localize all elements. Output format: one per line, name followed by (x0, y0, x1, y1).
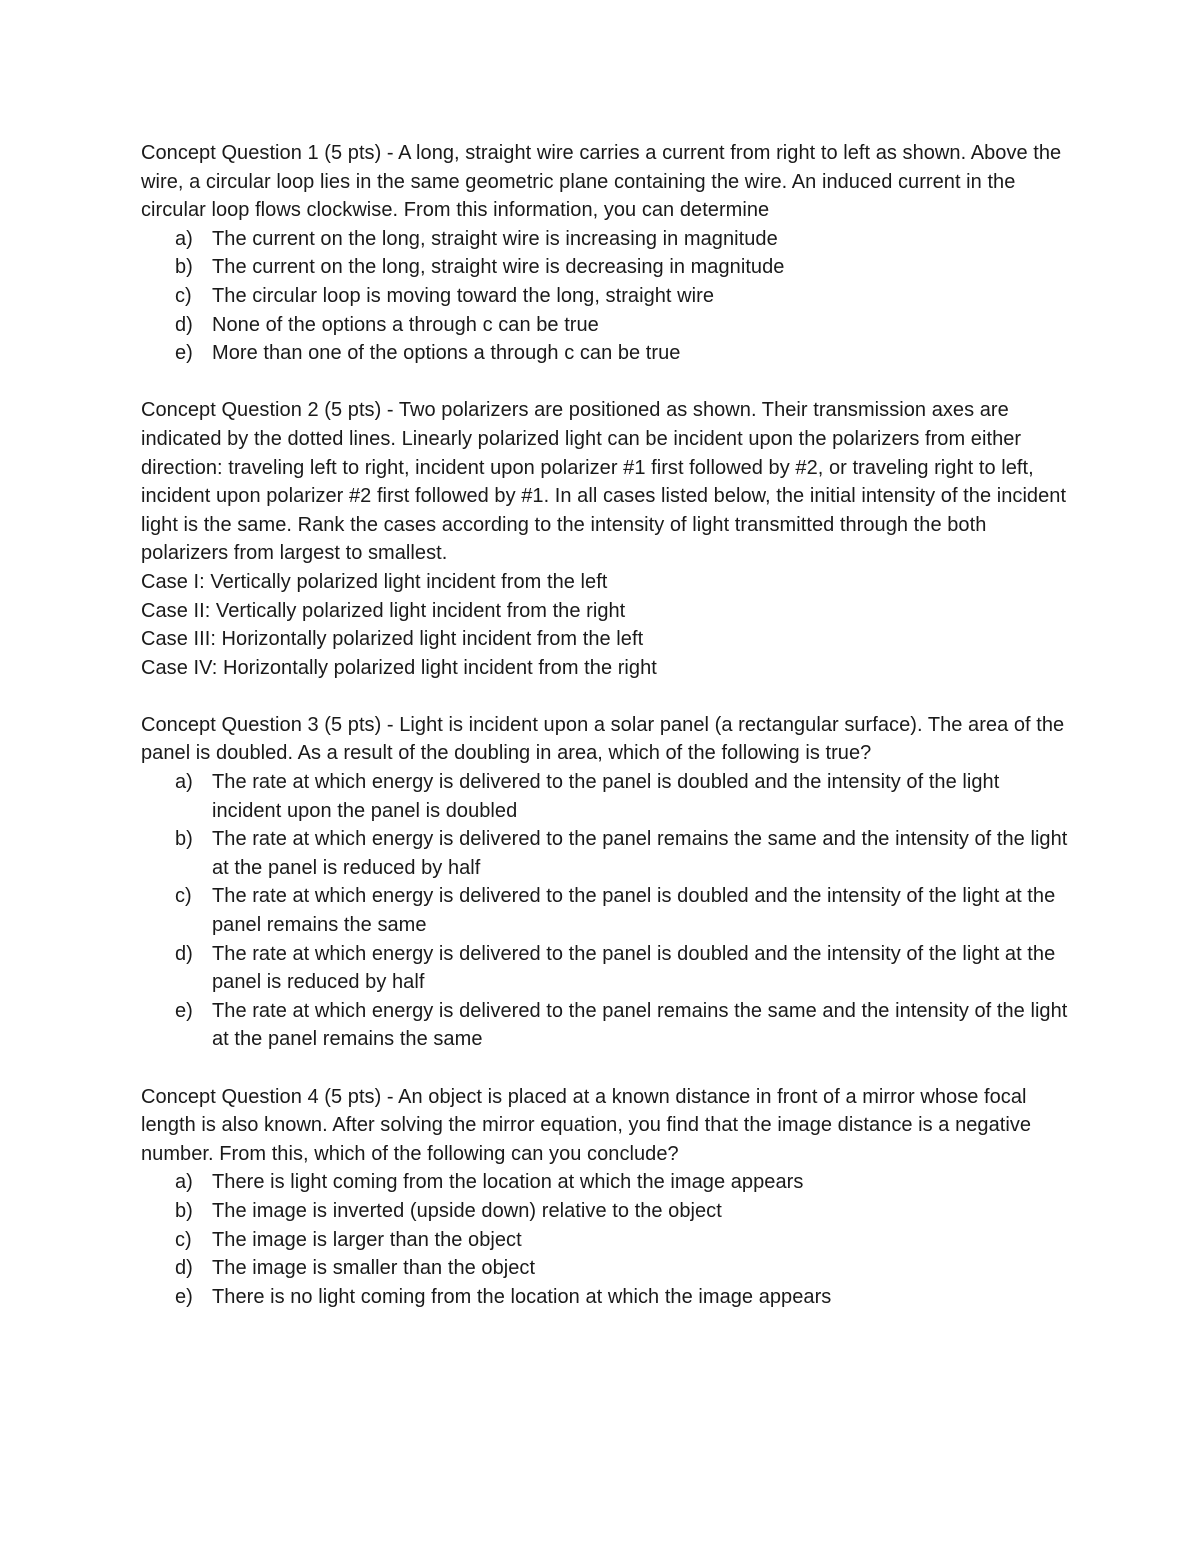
question-stem: Concept Question 1 (5 pts) - A long, straight wire carries a current from right to left as shown. Above the wire, a circular loop lies in the same geometric plane containing the wire. An induced current in the circular loop flows clockwise. From this information, you can determine (141, 142, 1062, 222)
case-item: Case III: Horizontally polarized light incident from the left (141, 628, 644, 651)
option-text: The rate at which energy is delivered to the panel is doubled and the intensity of the light at the panel remains the same (212, 885, 1056, 937)
document-body (141, 139, 1071, 1340)
option-letter: e) (175, 1285, 193, 1308)
option-item (141, 1283, 1071, 1312)
option-list (141, 225, 1071, 368)
question-3 (141, 711, 1071, 1054)
option-item (141, 1197, 1071, 1226)
option-item (141, 825, 1071, 882)
option-text: The current on the long, straight wire is increasing in magnitude (212, 227, 778, 250)
option-item (141, 1226, 1071, 1255)
option-item (141, 339, 1071, 368)
question-stem: Concept Question 2 (5 pts) - Two polarizers are positioned as shown. Their transmission axes are indicated by the dotted lines. Linearly polarized light can be incident upon the polarizers from either direction: traveling left to right, incident upon polarizer #1 first followed by #2, or traveling right to left, incident upon polarizer #2 first followed by #1. In all cases listed below, the initial intensity of the incident light is the same. Rank the cases according to the intensity of light transmitted through the both polarizers from largest to smallest. (141, 399, 1067, 565)
option-text: The image is smaller than the object (212, 1257, 536, 1280)
option-letter: e) (175, 342, 193, 365)
option-text: The circular loop is moving toward the long, straight wire (212, 284, 715, 307)
option-letter: b) (175, 1199, 193, 1222)
option-letter: c) (175, 885, 192, 908)
case-item: Case I: Vertically polarized light incident from the left (141, 570, 608, 593)
option-item (141, 225, 1071, 254)
question-4 (141, 1083, 1071, 1312)
option-letter: b) (175, 256, 193, 279)
option-letter: d) (175, 313, 193, 336)
option-item (141, 311, 1071, 340)
option-item (141, 768, 1071, 825)
option-item (141, 1168, 1071, 1197)
option-item (141, 282, 1071, 311)
option-letter: c) (175, 284, 192, 307)
case-item: Case IV: Horizontally polarized light incident from the right (141, 656, 657, 679)
option-item (141, 997, 1071, 1054)
option-item (141, 940, 1071, 997)
option-text: The image is inverted (upside down) relative to the object (212, 1199, 722, 1222)
option-letter: a) (175, 227, 193, 250)
question-stem: Concept Question 4 (5 pts) - An object is placed at a known distance in front of a mirror whose focal length is also known. After solving the mirror equation, you find that the image distance is a negative number. From this, which of the following can you conclude? (141, 1085, 1032, 1165)
option-text: The current on the long, straight wire is decreasing in magnitude (212, 256, 785, 279)
option-item (141, 1254, 1071, 1283)
option-text: None of the options a through c can be true (212, 313, 599, 336)
option-list (141, 1168, 1071, 1311)
option-list (141, 768, 1071, 1054)
option-letter: e) (175, 999, 193, 1022)
option-text: The rate at which energy is delivered to the panel remains the same and the intensity of the light at the panel is reduced by half (212, 828, 1068, 879)
option-letter: a) (175, 1171, 193, 1194)
option-text: The rate at which energy is delivered to the panel remains the same and the intensity of the light at the panel remains the same (212, 999, 1068, 1051)
option-letter: d) (175, 1257, 193, 1280)
option-letter: d) (175, 942, 193, 965)
question-stem: Concept Question 3 (5 pts) - Light is incident upon a solar panel (a rectangular surface). The area of the panel is doubled. As a result of the doubling in area, which of the following is true? (141, 713, 1065, 765)
case-item: Case II: Vertically polarized light incident from the right (141, 599, 626, 622)
question-1 (141, 139, 1071, 368)
option-text: There is no light coming from the location at which the image appears (212, 1285, 832, 1308)
option-text: The rate at which energy is delivered to the panel is doubled and the intensity of the light incident upon the panel is doubled (212, 771, 1000, 822)
option-text: The rate at which energy is delivered to the panel is doubled and the intensity of the light at the panel is reduced by half (212, 942, 1056, 994)
question-2 (141, 396, 1071, 682)
option-letter: c) (175, 1228, 192, 1251)
option-letter: b) (175, 828, 193, 851)
option-item (141, 253, 1071, 282)
option-text: More than one of the options a through c can be true (212, 342, 681, 365)
option-item (141, 882, 1071, 939)
option-letter: a) (175, 771, 193, 794)
option-text: The image is larger than the object (212, 1228, 522, 1251)
option-text: There is light coming from the location at which the image appears (212, 1171, 804, 1194)
